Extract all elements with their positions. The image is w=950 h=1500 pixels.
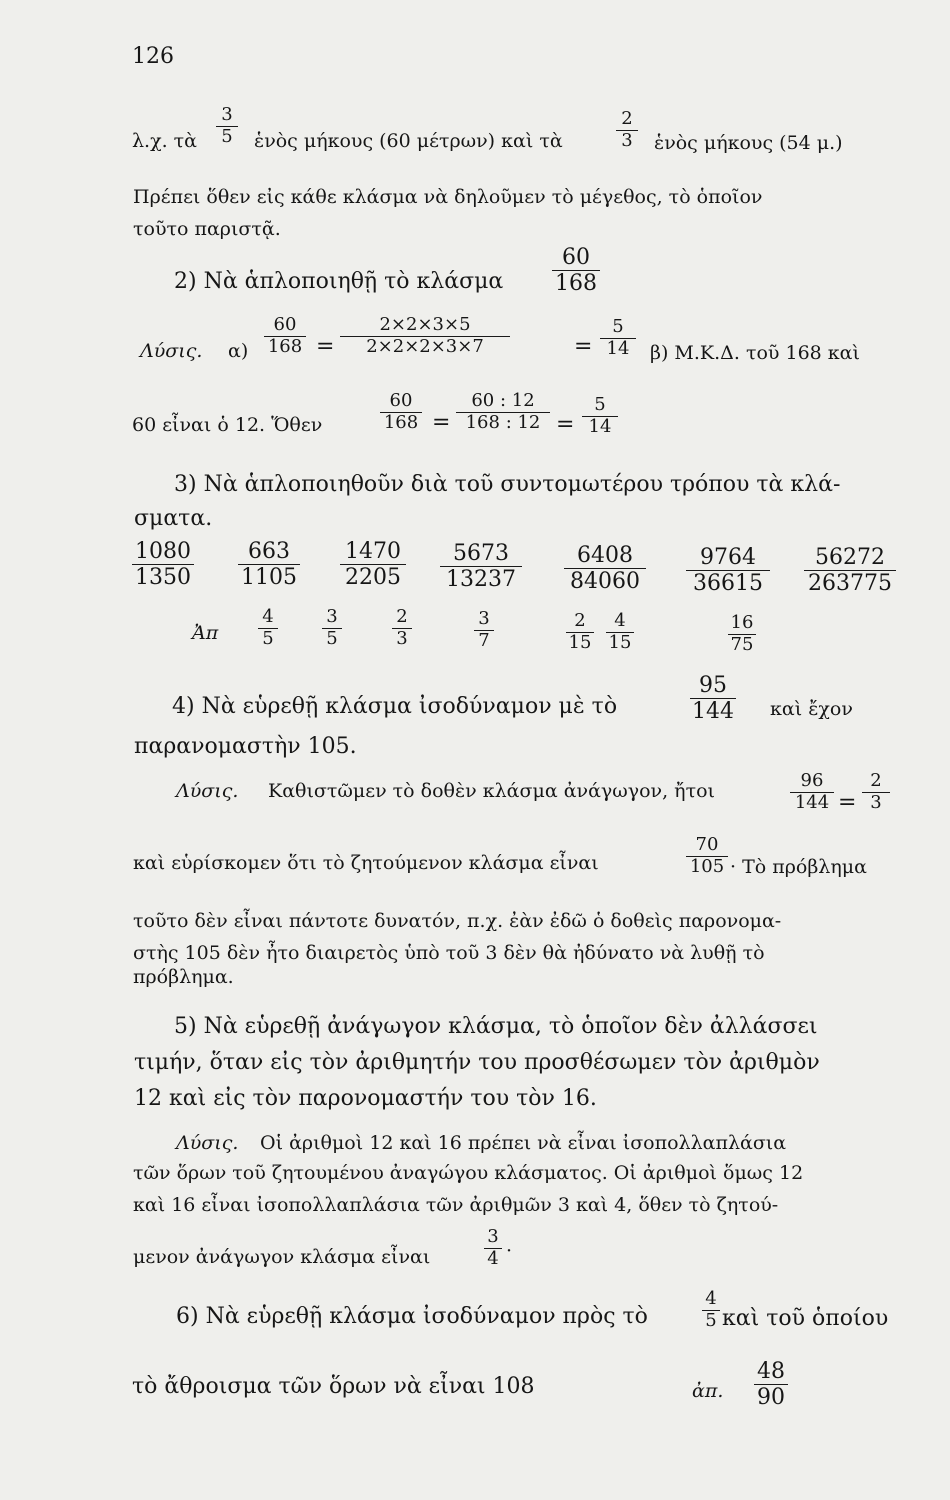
lysis-label: Λύσις. bbox=[176, 780, 239, 802]
fraction-5-14: 5 14 bbox=[600, 318, 636, 359]
problem-6-line: τὸ ἄθροισμα τῶν ὅρων νὰ εἶναι 108 bbox=[132, 1374, 535, 1399]
problem-4-line: παρανομαστὴν 105. bbox=[134, 734, 357, 759]
solution-line: · bbox=[506, 1240, 513, 1262]
fraction-item: 9764 36615 bbox=[686, 546, 770, 595]
lysis-label: Λύσις. bbox=[140, 340, 203, 362]
solution-line: Οἱ ἀριθμοὶ 12 καὶ 16 πρέπει νὰ εἶναι ἰσοπολλαπλάσια bbox=[260, 1132, 787, 1154]
answer-fraction: 3 5 bbox=[322, 608, 342, 649]
fraction-5-14: 5 14 bbox=[582, 396, 618, 437]
problem-4-after: καὶ ἔχον bbox=[770, 698, 853, 720]
equals-sign: = bbox=[838, 790, 857, 815]
part-b-text: β) Μ.Κ.Δ. τοῦ 168 καὶ bbox=[650, 342, 860, 364]
fraction-item: 56272 263775 bbox=[804, 546, 896, 595]
fraction-item: 663 1105 bbox=[238, 540, 300, 589]
solution-line: καὶ 16 εἶναι ἰσοπολλαπλάσια τῶν ἀριθμῶν 3 καὶ 4, ὅθεν τὸ ζητού- bbox=[133, 1194, 779, 1216]
part-a-label: α) bbox=[228, 340, 249, 362]
solution-line: μενον ἀνάγωγον κλάσμα εἶναι bbox=[133, 1246, 431, 1268]
equals-sign: = bbox=[574, 334, 593, 359]
solution-line: τῶν ὅρων τοῦ ζητουμένου ἀναγώγου κλάσματος. Οἱ ἀριθμοὶ ὅμως 12 bbox=[133, 1162, 804, 1184]
fraction-item: 1080 1350 bbox=[132, 540, 194, 589]
fraction-96-144: 96 144 bbox=[790, 772, 834, 813]
problem-3-line: 3) Νὰ ἁπλοποιηθοῦν διὰ τοῦ συντομωτέρου τρόπου τὰ κλά- bbox=[174, 472, 841, 497]
fraction-60-168: 60 168 bbox=[264, 316, 306, 357]
answer-fraction: 3 7 bbox=[474, 610, 494, 651]
solution-line: Καθιστῶμεν τὸ δοθὲν κλάσμα ἀνάγωγον, ἤτοι bbox=[268, 780, 715, 802]
fraction-3-4: 3 4 bbox=[484, 1228, 502, 1269]
equals-sign: = bbox=[556, 412, 575, 437]
fraction-2-3: 2 3 bbox=[862, 772, 890, 813]
fraction-divided: 60 : 12 168 : 12 bbox=[456, 392, 550, 433]
problem-3-line: σματα. bbox=[134, 506, 213, 531]
fraction-48-90: 48 90 bbox=[754, 1360, 788, 1409]
fraction-70-105: 70 105 bbox=[686, 836, 728, 877]
solution-line: · Τὸ πρόβλημα bbox=[730, 856, 867, 878]
paragraph-line: Πρέπει ὅθεν εἰς κάθε κλάσμα νὰ δηλοῦμεν τὸ μέγεθος, τὸ ὁποῖον bbox=[133, 186, 763, 208]
page-number: 126 bbox=[132, 44, 174, 69]
answer-label: ἀπ. bbox=[692, 1380, 724, 1402]
answer-fraction: 16 75 bbox=[728, 614, 756, 655]
fraction-4-5: 4 5 bbox=[702, 1290, 720, 1331]
fraction-95-144: 95 144 bbox=[692, 673, 734, 725]
fraction-prime-factors: 2×2×3×5 2×2×2×3×7 bbox=[340, 316, 510, 357]
problem-2-title: 2) Νὰ ἁπλοποιηθῇ τὸ κλάσμα bbox=[174, 269, 504, 294]
solution-line: καὶ εὑρίσκομεν ὅτι τὸ ζητούμενον κλάσμα εἶναι bbox=[133, 852, 599, 874]
answer-fraction: 4 15 bbox=[606, 612, 634, 653]
paragraph-line: τοῦτο παριστᾷ. bbox=[133, 218, 281, 240]
fraction-item: 1470 2205 bbox=[340, 540, 406, 589]
problem-6-line: 6) Νὰ εὑρεθῇ κλάσμα ἰσοδύναμον πρὸς τὸ bbox=[176, 1304, 648, 1329]
problem-4-line: 4) Νὰ εὑρεθῇ κλάσμα ἰσοδύναμον μὲ τὸ bbox=[172, 694, 618, 719]
example-suffix: ἑνὸς μήκους (54 μ.) bbox=[654, 132, 843, 154]
fraction-3-5: 3 5 bbox=[216, 106, 238, 147]
lysis-label: Λύσις. bbox=[176, 1132, 239, 1154]
answer-label: Ἀπ bbox=[192, 622, 219, 644]
problem-6-line: καὶ τοῦ ὁποίου bbox=[722, 1306, 889, 1331]
answer-fraction: 2 15 bbox=[566, 612, 594, 653]
answer-fraction: 2 3 bbox=[392, 608, 412, 649]
solution-line: πρόβλημα. bbox=[133, 966, 234, 988]
problem-5-line: 5) Νὰ εὑρεθῇ ἀνάγωγον κλάσμα, τὸ ὁποῖον δὲν ἀλλάσσει bbox=[174, 1014, 818, 1039]
solution-line: τοῦτο δὲν εἶναι πάντοτε δυνατόν, π.χ. ἐὰν ἐδῶ ὁ δοθεὶς παρονομα- bbox=[133, 910, 782, 932]
fraction-item: 5673 13237 bbox=[440, 542, 522, 591]
fraction-2-3: 2 3 bbox=[616, 110, 638, 151]
problem-5-line: 12 καὶ εἰς τὸν παρονομαστήν του τὸν 16. bbox=[134, 1086, 597, 1111]
equals-sign: = bbox=[432, 410, 451, 435]
equals-sign: = bbox=[316, 334, 335, 359]
example-prefix: λ.χ. τὰ bbox=[132, 130, 198, 152]
fraction-60-168: 60 168 bbox=[552, 246, 600, 295]
problem-5-line: τιμήν, ὅταν εἰς τὸν ἀριθμητήν του προσθέσωμεν τὸν ἀριθμὸν bbox=[134, 1050, 820, 1075]
example-middle: ἑνὸς μήκους (60 μέτρων) καὶ τὰ bbox=[254, 130, 563, 152]
answer-fraction: 4 5 bbox=[258, 608, 278, 649]
fraction-item: 6408 84060 bbox=[564, 544, 646, 593]
solution-line: στὴς 105 δὲν ἦτο διαιρετὸς ὑπὸ τοῦ 3 δὲν θὰ ἠδύνατο νὰ λυθῇ τὸ bbox=[133, 942, 765, 964]
gcd-text: 60 εἶναι ὁ 12. Ὅθεν bbox=[132, 414, 323, 436]
fraction-60-168: 60 168 bbox=[380, 392, 422, 433]
